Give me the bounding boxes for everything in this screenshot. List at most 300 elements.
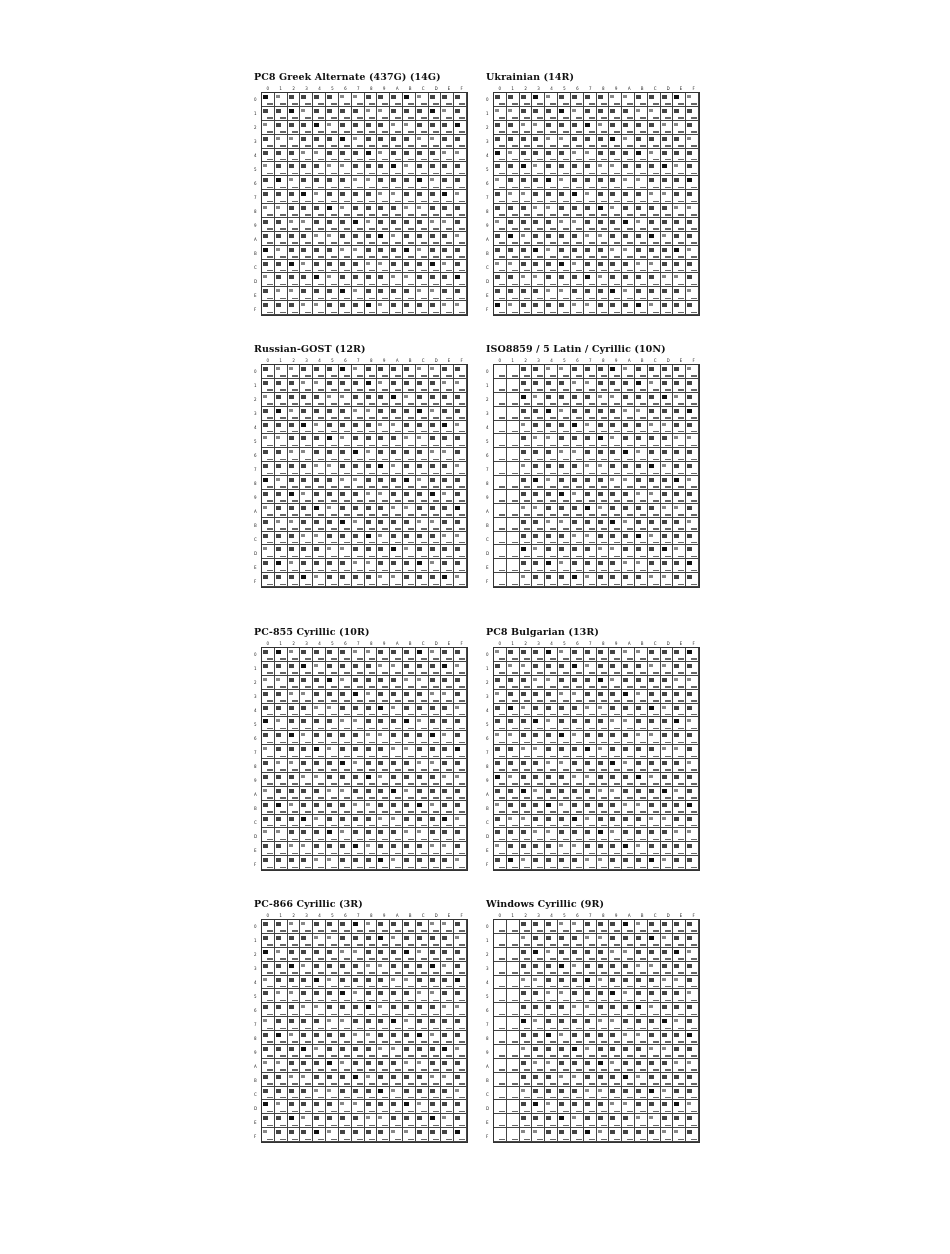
code-number-mark	[382, 228, 388, 230]
code-number-mark	[678, 298, 684, 300]
code-number-mark	[344, 431, 350, 433]
glyph-cell	[648, 856, 661, 870]
code-number-mark	[446, 187, 452, 189]
code-number-mark	[344, 714, 350, 716]
glyph-mark	[391, 803, 396, 807]
code-number-mark	[640, 403, 646, 405]
code-number-mark	[614, 700, 620, 702]
glyph-mark	[649, 381, 653, 384]
glyph-mark	[289, 575, 294, 579]
glyph-cell	[377, 934, 390, 948]
column-header: 2	[292, 641, 295, 646]
column-header: F	[460, 86, 463, 91]
code-number-mark	[665, 853, 671, 855]
glyph-mark	[301, 192, 306, 196]
glyph-mark	[404, 151, 409, 155]
glyph-mark	[455, 733, 460, 737]
glyph-cell	[429, 690, 442, 704]
glyph-cell	[520, 421, 533, 435]
glyph-cell	[403, 204, 416, 218]
code-number-mark	[499, 686, 505, 688]
glyph-mark	[314, 109, 319, 113]
glyph-mark	[533, 450, 538, 454]
code-number-mark	[408, 714, 414, 716]
glyph-mark	[636, 506, 641, 510]
glyph-cell	[390, 218, 403, 232]
glyph-cell	[686, 149, 699, 163]
code-number-mark	[292, 528, 298, 530]
glyph-mark	[391, 151, 396, 155]
glyph-cell	[365, 107, 378, 121]
glyph-cell	[288, 934, 301, 948]
code-number-mark	[627, 853, 633, 855]
glyph-mark	[508, 803, 513, 807]
glyph-mark	[546, 803, 551, 807]
glyph-cell	[558, 573, 571, 587]
code-number-mark	[614, 445, 620, 447]
code-number-mark	[305, 570, 311, 572]
row-header: 6	[486, 736, 489, 741]
glyph-cell	[520, 801, 533, 815]
glyph-cell	[673, 690, 686, 704]
code-number-mark	[459, 145, 465, 147]
glyph-mark	[404, 367, 409, 371]
glyph-mark	[546, 151, 551, 155]
code-number-mark	[512, 403, 518, 405]
glyph-cell	[571, 518, 584, 532]
glyph-mark	[674, 206, 678, 209]
glyph-mark	[533, 289, 538, 293]
code-number-mark	[563, 584, 569, 586]
glyph-mark	[662, 423, 666, 426]
code-number-mark	[512, 445, 518, 447]
code-number-mark	[305, 556, 311, 558]
glyph-mark	[521, 789, 526, 793]
code-number-mark	[369, 797, 375, 799]
glyph-mark	[636, 367, 641, 371]
code-number-mark	[614, 514, 620, 516]
glyph-mark	[314, 367, 319, 371]
column-header: C	[421, 86, 425, 91]
glyph-cell	[300, 532, 313, 546]
column-header: 5	[331, 641, 334, 646]
glyph-cell	[558, 379, 571, 393]
glyph-cell	[262, 815, 275, 829]
column-header: 5	[331, 86, 334, 91]
glyph-mark	[623, 234, 628, 238]
glyph-mark	[391, 922, 396, 926]
glyph-mark	[327, 561, 332, 565]
column-header: 1	[279, 641, 282, 646]
glyph-cell	[520, 287, 533, 301]
glyph-mark	[314, 303, 318, 306]
row-header: 4	[486, 425, 489, 430]
glyph-mark	[442, 830, 447, 834]
code-number-mark	[357, 556, 363, 558]
glyph-cell	[635, 365, 648, 379]
code-number-mark	[537, 714, 543, 716]
glyph-mark	[559, 492, 564, 496]
glyph-mark	[636, 520, 641, 524]
code-number-mark	[614, 103, 620, 105]
code-number-mark	[382, 187, 388, 189]
glyph-cell	[584, 801, 597, 815]
glyph-mark	[263, 575, 268, 579]
glyph-mark	[301, 775, 305, 778]
glyph-mark	[314, 692, 319, 696]
code-number-mark	[421, 445, 427, 447]
code-number-mark	[433, 714, 439, 716]
glyph-mark	[636, 303, 641, 307]
code-number-mark	[395, 783, 401, 785]
glyph-mark	[391, 492, 396, 496]
glyph-cell	[339, 856, 352, 870]
glyph-cell	[648, 121, 661, 135]
code-number-mark	[331, 145, 337, 147]
glyph-cell	[429, 731, 442, 745]
code-number-mark	[446, 298, 452, 300]
glyph-cell	[686, 759, 699, 773]
glyph-cell	[673, 93, 686, 107]
code-number-mark	[280, 375, 286, 377]
glyph-cell	[571, 648, 584, 662]
glyph-mark	[430, 706, 435, 710]
glyph-cell	[609, 787, 622, 801]
glyph-cell	[494, 273, 507, 287]
glyph-mark	[674, 664, 679, 668]
glyph-mark	[623, 520, 627, 523]
code-number-mark	[382, 103, 388, 105]
glyph-cell	[300, 518, 313, 532]
glyph-cell	[262, 490, 275, 504]
glyph-mark	[649, 789, 654, 793]
column-header: A	[395, 641, 399, 646]
glyph-mark	[559, 262, 564, 266]
glyph-mark	[391, 664, 395, 667]
glyph-mark	[636, 275, 641, 279]
glyph-mark	[636, 747, 641, 751]
code-number-mark	[357, 714, 363, 716]
code-number-mark	[331, 797, 337, 799]
glyph-cell	[288, 260, 301, 274]
code-number-mark	[640, 389, 646, 391]
glyph-cell	[403, 434, 416, 448]
glyph-cell	[352, 176, 365, 190]
column-header: 3	[305, 913, 308, 918]
glyph-mark	[598, 423, 603, 427]
glyph-mark	[366, 367, 371, 371]
glyph-mark	[417, 164, 422, 168]
code-number-mark	[653, 459, 659, 461]
glyph-cell	[673, 648, 686, 662]
glyph-mark	[649, 520, 654, 524]
glyph-mark	[366, 506, 371, 510]
glyph-cell	[597, 162, 610, 176]
code-number-mark	[665, 173, 671, 175]
glyph-mark	[442, 450, 446, 453]
code-number-mark	[446, 431, 452, 433]
glyph-mark	[340, 450, 345, 454]
glyph-cell	[326, 856, 339, 870]
glyph-mark	[391, 367, 396, 371]
code-number-mark	[318, 473, 324, 475]
code-number-mark	[524, 528, 530, 530]
code-number-mark	[524, 284, 530, 286]
glyph-cell	[532, 273, 545, 287]
code-number-mark	[305, 839, 311, 841]
glyph-mark	[366, 123, 371, 127]
code-number-mark	[369, 542, 375, 544]
code-number-mark	[292, 201, 298, 203]
glyph-mark	[546, 817, 551, 821]
glyph-mark	[276, 789, 281, 793]
glyph-cell	[558, 107, 571, 121]
code-number-mark	[357, 117, 363, 119]
code-number-mark	[499, 825, 505, 827]
glyph-cell	[558, 773, 571, 787]
code-number-mark	[267, 700, 273, 702]
code-number-mark	[408, 958, 414, 960]
glyph-mark	[430, 650, 434, 653]
glyph-cell	[494, 559, 507, 573]
glyph-cell	[609, 301, 622, 315]
glyph-mark	[546, 692, 551, 696]
code-number-mark	[280, 584, 286, 586]
glyph-mark	[455, 817, 459, 820]
glyph-mark	[674, 561, 679, 565]
character-table	[254, 358, 469, 588]
code-number-mark	[318, 375, 324, 377]
code-number-mark	[537, 839, 543, 841]
glyph-mark	[314, 775, 318, 778]
glyph-mark	[495, 164, 500, 168]
code-number-mark	[601, 242, 607, 244]
code-number-mark	[627, 528, 633, 530]
glyph-cell	[648, 93, 661, 107]
glyph-cell	[686, 107, 699, 121]
code-number-mark	[589, 284, 595, 286]
code-number-mark	[537, 284, 543, 286]
code-number-mark	[614, 556, 620, 558]
glyph-mark	[417, 534, 422, 538]
code-number-mark	[537, 700, 543, 702]
glyph-mark	[687, 137, 691, 140]
glyph-cell	[454, 490, 467, 504]
code-number-mark	[408, 417, 414, 419]
code-number-mark	[280, 131, 286, 133]
glyph-cell	[520, 573, 533, 587]
glyph-mark	[521, 775, 526, 779]
column-header: 3	[537, 86, 540, 91]
glyph-mark	[289, 936, 294, 940]
code-number-mark	[537, 256, 543, 258]
glyph-cell	[648, 379, 661, 393]
glyph-mark	[610, 164, 614, 167]
code-number-mark	[653, 556, 659, 558]
glyph-mark	[521, 575, 525, 578]
glyph-mark	[623, 775, 628, 779]
code-number-mark	[512, 783, 518, 785]
glyph-mark	[572, 289, 577, 293]
glyph-mark	[687, 844, 692, 848]
glyph-mark	[521, 650, 526, 654]
glyph-mark	[314, 178, 319, 182]
glyph-mark	[572, 761, 577, 765]
code-number-mark	[576, 570, 582, 572]
glyph-cell	[686, 218, 699, 232]
code-number-mark	[691, 500, 697, 502]
code-number-mark	[318, 839, 324, 841]
glyph-mark	[340, 178, 345, 182]
glyph-cell	[584, 232, 597, 246]
glyph-cell	[429, 287, 442, 301]
glyph-mark	[378, 275, 383, 279]
row-header: 7	[254, 467, 257, 472]
glyph-cell	[661, 462, 674, 476]
glyph-mark	[353, 423, 358, 427]
glyph-mark	[314, 248, 319, 252]
glyph-mark	[301, 936, 306, 940]
code-number-mark	[524, 742, 530, 744]
glyph-mark	[508, 492, 513, 496]
glyph-cell	[686, 545, 699, 559]
glyph-mark	[353, 123, 358, 127]
code-number-mark	[382, 728, 388, 730]
glyph-cell	[288, 745, 301, 759]
code-number-mark	[601, 584, 607, 586]
code-number-mark	[512, 756, 518, 758]
glyph-cell	[532, 476, 545, 490]
glyph-cell	[545, 218, 558, 232]
column-header: 8	[601, 86, 605, 91]
glyph-mark	[340, 775, 345, 779]
code-number-mark	[653, 159, 659, 161]
glyph-mark	[636, 395, 641, 399]
code-number-mark	[537, 728, 543, 730]
glyph-cell	[520, 815, 533, 829]
code-number-mark	[382, 473, 388, 475]
column-header: 2	[292, 913, 295, 918]
code-number-mark	[395, 728, 401, 730]
code-number-mark	[280, 312, 286, 314]
code-number-mark	[369, 658, 375, 660]
glyph-cell	[494, 787, 507, 801]
code-number-mark	[408, 686, 414, 688]
glyph-cell	[454, 149, 467, 163]
column-header: 4	[550, 86, 553, 91]
glyph-mark	[649, 844, 654, 848]
code-number-mark	[627, 131, 633, 133]
glyph-cell	[622, 704, 635, 718]
code-number-mark	[395, 131, 401, 133]
glyph-mark	[391, 520, 396, 524]
glyph-cell	[597, 690, 610, 704]
glyph-mark	[508, 817, 512, 820]
code-number-mark	[665, 270, 671, 272]
glyph-mark	[366, 706, 371, 710]
glyph-cell	[365, 948, 378, 962]
code-number-mark	[691, 756, 697, 758]
glyph-cell	[275, 476, 288, 490]
glyph-mark	[378, 817, 382, 820]
code-number-mark	[395, 514, 401, 516]
code-number-mark	[305, 103, 311, 105]
code-number-mark	[499, 542, 505, 544]
code-number-mark	[382, 700, 388, 702]
code-number-mark	[433, 756, 439, 758]
glyph-cell	[532, 704, 545, 718]
glyph-mark	[391, 109, 396, 113]
glyph-mark	[623, 303, 628, 307]
glyph-cell	[558, 407, 571, 421]
glyph-mark	[340, 303, 345, 307]
row-header: 0	[486, 97, 489, 102]
glyph-mark	[546, 775, 551, 779]
column-header: F	[692, 86, 695, 91]
glyph-cell	[365, 93, 378, 107]
code-number-mark	[691, 201, 697, 203]
row-header: 3	[254, 694, 257, 699]
glyph-mark	[289, 789, 294, 793]
glyph-mark	[521, 706, 525, 709]
code-number-mark	[653, 769, 659, 771]
glyph-cell	[390, 648, 403, 662]
code-number-mark	[524, 214, 530, 216]
glyph-cell	[403, 662, 416, 676]
code-number-mark	[550, 658, 556, 660]
code-number-mark	[280, 811, 286, 813]
glyph-mark	[417, 692, 422, 696]
glyph-mark	[263, 151, 268, 155]
glyph-cell	[288, 704, 301, 718]
glyph-mark	[495, 789, 500, 793]
code-number-mark	[292, 714, 298, 716]
glyph-mark	[276, 650, 281, 654]
glyph-mark	[687, 436, 691, 439]
glyph-mark	[521, 830, 526, 834]
glyph-mark	[687, 761, 691, 764]
glyph-cell	[377, 676, 390, 690]
code-number-mark	[318, 131, 324, 133]
code-number-mark	[665, 570, 671, 572]
glyph-mark	[276, 423, 281, 427]
glyph-mark	[585, 423, 589, 426]
glyph-cell	[520, 504, 533, 518]
glyph-mark	[572, 464, 577, 468]
code-number-mark	[446, 944, 452, 946]
row-header: E	[254, 293, 257, 298]
glyph-mark	[327, 151, 332, 155]
glyph-mark	[674, 234, 679, 238]
code-number-mark	[382, 556, 388, 558]
code-number-mark	[614, 173, 620, 175]
code-number-mark	[640, 811, 646, 813]
glyph-mark	[559, 678, 564, 682]
glyph-cell	[507, 717, 520, 731]
code-number-mark	[280, 242, 286, 244]
glyph-cell	[403, 407, 416, 421]
code-number-mark	[395, 825, 401, 827]
glyph-cell	[584, 121, 597, 135]
code-number-mark	[292, 242, 298, 244]
code-number-mark	[292, 173, 298, 175]
glyph-mark	[263, 733, 268, 737]
glyph-mark	[327, 289, 332, 293]
code-number-mark	[292, 214, 298, 216]
glyph-cell	[520, 731, 533, 745]
glyph-mark	[442, 775, 446, 778]
row-header: 0	[486, 369, 489, 374]
